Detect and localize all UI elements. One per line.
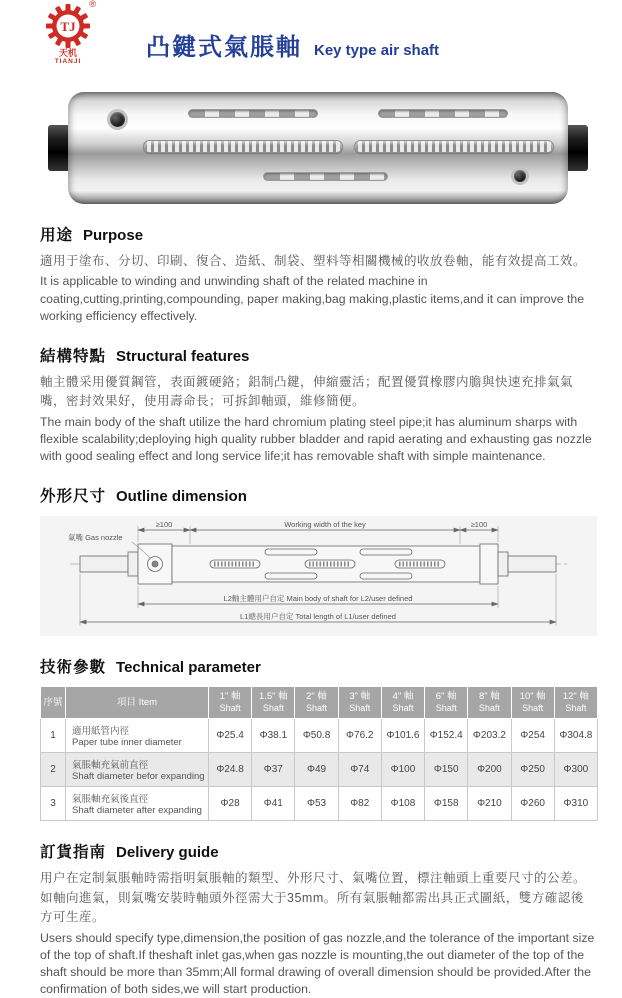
dim-center-label: Working width of the key xyxy=(284,520,366,530)
dim-l2-label: L2軸主體用户自定 Main body of shaft for L2/user defined xyxy=(223,594,413,604)
heading-en: Delivery guide xyxy=(116,844,219,862)
page-title-en: Key type air shaft xyxy=(314,42,440,59)
cell-no: 1 xyxy=(41,719,66,753)
cell-value: Φ300 xyxy=(554,753,597,787)
col-header-shaft-1: 1.5" 軸 Shaft xyxy=(252,687,295,719)
dim-right-label: ≥100 xyxy=(470,520,488,530)
heading-en: Outline dimension xyxy=(116,488,247,506)
logo-cn-text: 天机 xyxy=(58,47,77,58)
delivery-text-en: Users should specify type,dimension,the position of gas nozzle,and the tolerance of the important size of the top of shaft.If theshaft inlet gas,when gas nozzle is mounting,the out diameter of the top of the shaft should be more than 35mm;All formal drawing of overall dimension should be provided.After the confirmation of both sides,we will start production. xyxy=(40,930,595,997)
cell-value: Φ108 xyxy=(381,787,424,821)
page-header xyxy=(16,0,595,66)
cell-value: Φ25.4 xyxy=(209,719,252,753)
technical-parameter-table xyxy=(40,686,598,821)
cell-value: Φ28 xyxy=(209,787,252,821)
key-slot xyxy=(188,109,318,118)
cell-value: Φ152.4 xyxy=(425,719,468,753)
cell-value: Φ38.1 xyxy=(252,719,295,753)
cell-value: Φ200 xyxy=(468,753,511,787)
cell-value: Φ53 xyxy=(295,787,338,821)
logo-en-text: TIANJI xyxy=(54,57,82,65)
section-purpose-heading xyxy=(40,223,595,245)
key-strip xyxy=(143,140,343,153)
heading-cn: 外形尺寸 xyxy=(40,488,107,506)
heading-cn: 用途 xyxy=(40,227,74,244)
journal-left xyxy=(80,556,128,572)
structural-text-cn: 軸主體采用優質鋼管，表面鍍硬鉻；鋁制凸鍵，伸縮靈活；配置優質橡膠内膽與快速充排氣氣嘴，密封效果好，使用壽命長；可拆卸軸頭，維修簡便。 xyxy=(40,374,574,409)
heading-cn: 技術參數 xyxy=(40,659,107,677)
logo-monogram: TJ xyxy=(60,18,76,34)
cell-value: Φ250 xyxy=(511,753,554,787)
cell-value: Φ260 xyxy=(511,787,554,821)
company-logo xyxy=(16,0,120,66)
journal-right xyxy=(508,556,556,572)
key-slot xyxy=(378,109,508,118)
section-tech-heading xyxy=(40,655,595,677)
heading-cn: 訂貨指南 xyxy=(40,844,107,862)
page-title xyxy=(146,27,439,66)
key-slot xyxy=(263,172,388,181)
structural-text-en: The main body of the shaft utilize the hard chromium plating steel pipe;it has aluminum sharps with flexible scalability;deploying high quality rubber bladder and rapid aerating and exhausting gas nozzle with good sealing effect and long service life;it has removable shaft with simple maintenance. xyxy=(40,414,592,464)
col-header-shaft-4: 4" 軸 Shaft xyxy=(381,687,424,719)
dim-l1-label: L1總長用户自定 Total length of L1/user defined xyxy=(240,612,396,622)
cell-no: 3 xyxy=(41,787,66,821)
shaft-body xyxy=(68,92,568,204)
col-header-shaft-3: 3" 軸 Shaft xyxy=(338,687,381,719)
product-photo xyxy=(48,92,588,204)
cell-value: Φ100 xyxy=(381,753,424,787)
col-header-shaft-5: 6" 軸 Shaft xyxy=(425,687,468,719)
dim-left-label: ≥100 xyxy=(155,520,173,530)
cell-item: 氣脹軸充氣前直徑 Shaft diameter befor expanding xyxy=(66,753,209,787)
cell-value: Φ82 xyxy=(338,787,381,821)
cell-value: Φ101.6 xyxy=(381,719,424,753)
cell-value: Φ74 xyxy=(338,753,381,787)
registered-trademark: ® xyxy=(89,0,96,9)
heading-en: Purpose xyxy=(83,227,144,244)
cell-value: Φ37 xyxy=(252,753,295,787)
key-strip xyxy=(354,140,554,153)
cell-value: Φ150 xyxy=(425,753,468,787)
purpose-text-en: It is applicable to winding and unwinding shaft of the related machine in coating,cutting,printing,compounding, paper making,bag making,plastic items,and it can improve the working efficiency effectively. xyxy=(40,274,585,323)
cell-value: Φ310 xyxy=(554,787,597,821)
section-structural-heading xyxy=(40,344,595,366)
cell-item: 適用紙管内徑 Paper tube inner diameter xyxy=(66,719,209,753)
table-row xyxy=(41,753,598,787)
cell-value: Φ49 xyxy=(295,753,338,787)
col-header-shaft-2: 2" 軸 Shaft xyxy=(295,687,338,719)
heading-en: Technical parameter xyxy=(116,659,261,677)
purpose-text-cn: 適用于塗布、分切、印刷、復合、造紙、制袋、塑料等相關機械的收放卷軸，能有效提高工效。 xyxy=(40,254,587,268)
cell-value: Φ203.2 xyxy=(468,719,511,753)
col-header-item: 項目 Item xyxy=(66,687,209,719)
col-header-shaft-6: 8" 軸 Shaft xyxy=(468,687,511,719)
col-header-shaft-7: 10" 軸 Shaft xyxy=(511,687,554,719)
heading-cn: 結構特點 xyxy=(40,347,107,365)
cell-value: Φ304.8 xyxy=(554,719,597,753)
cell-no: 2 xyxy=(41,753,66,787)
step-right xyxy=(498,552,508,576)
collar-right xyxy=(480,544,498,584)
valve-hole xyxy=(514,170,526,182)
cell-value: Φ158 xyxy=(425,787,468,821)
section-outline-heading xyxy=(40,484,595,506)
cell-value: Φ210 xyxy=(468,787,511,821)
cell-value: Φ24.8 xyxy=(209,753,252,787)
table-row xyxy=(41,787,598,821)
col-header-no: 序號 xyxy=(41,687,66,719)
cell-value: Φ254 xyxy=(511,719,554,753)
col-header-shaft-0: 1" 軸 Shaft xyxy=(209,687,252,719)
gas-nozzle-hole xyxy=(110,112,125,127)
page-title-cn: 凸鍵式氣脹軸 xyxy=(146,34,302,61)
col-header-shaft-8: 12" 軸 Shaft xyxy=(554,687,597,719)
gear-logo-icon xyxy=(45,3,91,49)
outline-dimension-drawing xyxy=(40,516,597,636)
step-left xyxy=(128,552,138,576)
gas-nozzle-label: 氣嘴 Gas nozzle xyxy=(68,533,123,543)
table-row xyxy=(41,719,598,753)
section-delivery-heading xyxy=(40,840,595,862)
heading-en: Structural features xyxy=(116,347,250,365)
cell-value: Φ76.2 xyxy=(338,719,381,753)
cell-value: Φ50.8 xyxy=(295,719,338,753)
cell-item: 氣脹軸充氣後直徑 Shaft diameter after expanding xyxy=(66,787,209,821)
delivery-text-cn: 用户在定制氣脹軸時需指明氣脹軸的類型、外形尺寸、氣嘴位置，標注軸頭上重要尺寸的公差。如軸向進氣，則氣嘴安裝時軸頭外徑需大于35mm。所有氣脹軸都需出具正式圖紙，雙方確認後方可生産。 xyxy=(40,871,587,925)
cell-value: Φ41 xyxy=(252,787,295,821)
